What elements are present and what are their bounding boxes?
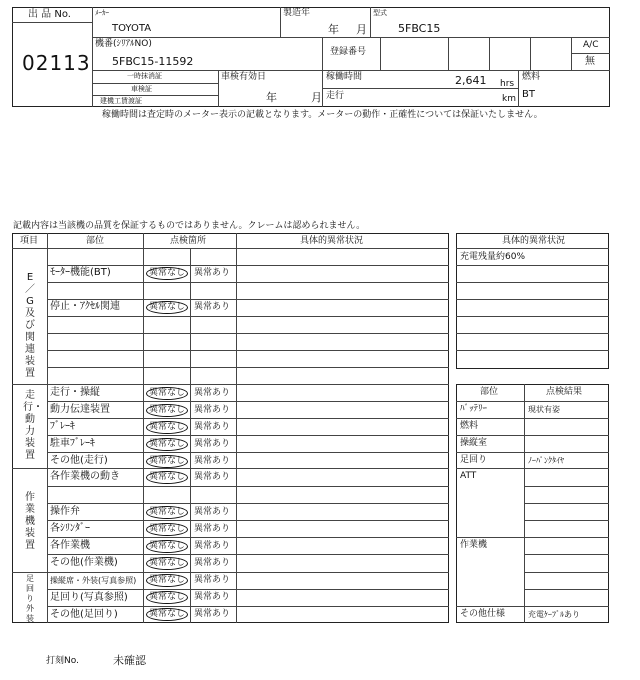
section-foot: 足回り外装 [26, 574, 34, 623]
serial-label: 機番(ｼﾘｱﾙNO) [95, 39, 152, 49]
col-part: 部位 [86, 236, 105, 246]
foot-photo-ok-circle: 異常なし [146, 591, 188, 604]
lot-number: 02113 [22, 51, 91, 75]
work-motion-ng: 異常あり [194, 472, 231, 482]
brake-ng: 異常あり [194, 422, 231, 432]
row-parking-label: 駐車ﾌﾞﾚｰｷ [50, 438, 95, 449]
month-unit: 月 [356, 23, 367, 36]
foot-row-label: 足回り [460, 455, 488, 465]
lot-label: 出 品 No. [28, 9, 71, 20]
work-row-label: 作業機 [460, 540, 488, 550]
maker-label: ﾒｰｶｰ [95, 9, 109, 17]
lot-title-line [12, 22, 92, 23]
foot-row-result: ﾉｰﾊﾟﾝｸﾀｲﾔ [528, 456, 564, 465]
stop-ng: 異常あり [194, 302, 231, 312]
parking-ng: 異常あり [194, 439, 231, 449]
serial-value: 5FBC15-11592 [112, 55, 194, 68]
motor-ok-circle: 異常なし [146, 267, 188, 280]
ac-value: 無 [585, 56, 595, 67]
section-work: 作業機装置 [25, 492, 35, 551]
disclaimer: 記載内容は当該機の品質を保証するものではありません。クレームは認められません。 [13, 221, 366, 231]
section-travel: 走行・動力装置 [23, 390, 43, 461]
col-detail: 具体的異常状況 [300, 236, 364, 246]
section-eg: E／G及び関連装置 [25, 272, 35, 379]
drive-ng: 異常あり [194, 405, 231, 415]
row-work-each-label: 各作業機 [50, 540, 90, 551]
temp-reg-label: 一時抹消証 [127, 72, 162, 80]
stop-ok-circle: 異常なし [146, 301, 188, 314]
other-spec-result: 充電ｹｰﾌﾞﾙあり [528, 610, 580, 619]
other-travel-ng: 異常あり [194, 456, 231, 466]
inspection-year-unit: 年 [266, 91, 277, 104]
row-motor-label: ﾓｰﾀｰ機能(BT) [50, 267, 111, 278]
stamp-value: 未確認 [113, 654, 146, 667]
fuel-row-label: 燃料 [460, 421, 479, 431]
work-each-ng: 異常あり [194, 541, 231, 551]
cylinder-ok-circle: 異常なし [146, 523, 188, 536]
other-travel-ok-circle: 異常なし [146, 455, 188, 468]
row-cabin-label: 操縦席・外装(写真参照) [50, 576, 137, 585]
inspection-month-unit: 月 [311, 91, 322, 104]
mileage-label: 走行 [326, 91, 345, 101]
row-work-motion-label: 各作業機の動き [50, 471, 120, 482]
work-each-ok-circle: 異常なし [146, 540, 188, 553]
model-value: 5FBC15 [398, 22, 441, 35]
hours-value: 2,641 [455, 74, 487, 87]
row-steer-label: 走行・操縦 [50, 387, 100, 398]
battery-result: 現状有姿 [528, 405, 560, 414]
row-other-work-label: その他(作業機) [50, 557, 118, 568]
row-drive-label: 動力伝達装置 [50, 404, 110, 415]
other-work-ok-circle: 異常なし [146, 557, 188, 570]
year-label: 製造年 [283, 8, 311, 18]
inspection-label: 車検有効日 [221, 72, 267, 82]
att-label: ATT [460, 471, 477, 481]
steer-ok-circle: 異常なし [146, 387, 188, 400]
hours-unit: hrs [500, 79, 515, 89]
motor-ng: 異常あり [194, 268, 231, 278]
cockpit-label: 操縦室 [460, 438, 488, 448]
col-check: 点検箇所 [170, 236, 207, 246]
brake-ok-circle: 異常なし [146, 421, 188, 434]
valve-ng: 異常あり [194, 507, 231, 517]
stamp-label: 打刻No. [46, 656, 79, 666]
row-brake-label: ﾌﾞﾚｰｷ [50, 421, 75, 432]
registration-label: 登録番号 [330, 47, 367, 57]
right-col-result: 点検結果 [546, 387, 583, 397]
row-cylinder-label: 各ｼﾘﾝﾀﾞｰ [50, 523, 90, 534]
col-item: 項目 [20, 236, 39, 246]
other-spec-label: その他仕様 [460, 609, 506, 619]
construction-cert-label: 建機工賃渡証 [100, 97, 142, 105]
cabin-ok-circle: 異常なし [146, 574, 188, 587]
maker-value: TOYOTA [112, 23, 152, 34]
year-unit: 年 [328, 23, 339, 36]
other-work-ng: 異常あり [194, 558, 231, 568]
parking-ok-circle: 異常なし [146, 438, 188, 451]
hours-note: 稼働時間は査定時のメーター表示の記載となります。メーターの動作・正確性については保証いたしません。 [102, 110, 543, 120]
km-unit: km [502, 94, 516, 104]
right-detail-note: 充電残量約60% [460, 252, 526, 262]
valve-ok-circle: 異常なし [146, 506, 188, 519]
battery-label: ﾊﾞｯﾃﾘｰ [460, 404, 488, 414]
row-foot-photo-label: 足回り(写真参照) [50, 592, 128, 603]
cabin-ng: 異常あり [194, 575, 231, 585]
other-foot-ng: 異常あり [194, 609, 231, 619]
hours-label: 稼働時間 [326, 72, 363, 82]
other-foot-ok-circle: 異常なし [146, 608, 188, 621]
row-other-travel-label: その他(走行) [50, 455, 108, 466]
work-motion-ok-circle: 異常なし [146, 471, 188, 484]
drive-ok-circle: 異常なし [146, 404, 188, 417]
right-col-part: 部位 [480, 387, 499, 397]
ac-label: A/C [583, 40, 599, 50]
row-other-foot-label: その他(足回り) [50, 609, 118, 620]
vehicle-cert-label: 車検証 [131, 85, 152, 93]
cylinder-ng: 異常あり [194, 524, 231, 534]
steer-ng: 異常あり [194, 388, 231, 398]
foot-photo-ng: 異常あり [194, 592, 231, 602]
lot-divider [92, 7, 93, 107]
right-detail-header: 具体的異常状況 [502, 236, 566, 246]
row-valve-label: 操作弁 [50, 506, 80, 517]
fuel-value: BT [522, 89, 535, 100]
model-label: 型式 [373, 9, 387, 17]
fuel-label: 燃料 [522, 72, 541, 82]
row-stop-label: 停止・ｱｸｾﾙ関連 [50, 301, 120, 312]
